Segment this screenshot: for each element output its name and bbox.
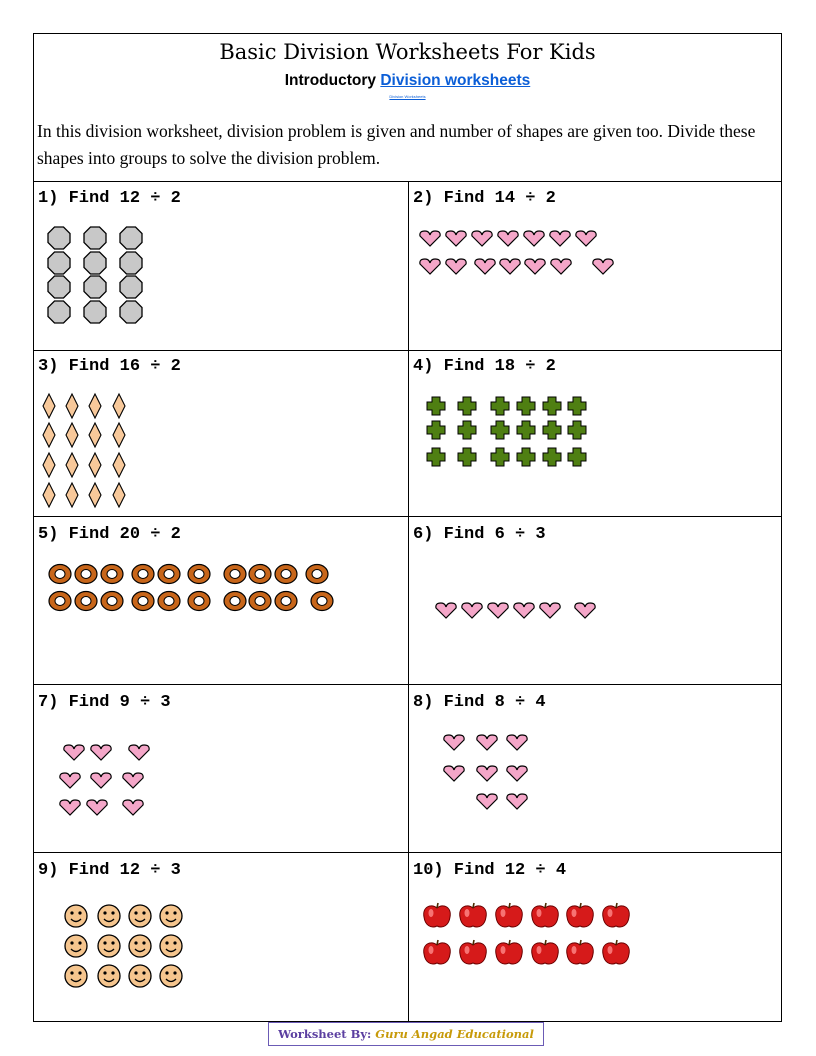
problem-cell-3 [34, 349, 409, 517]
problem-label: 3) Find 16 ÷ 2 [38, 357, 181, 376]
shape-group-apples [409, 853, 781, 1021]
heart-shape [477, 735, 497, 750]
diamond-shape [66, 483, 78, 507]
diamond-shape [89, 453, 101, 477]
cross-shape [458, 397, 476, 415]
apple-shape [496, 903, 523, 927]
heart-shape [498, 231, 518, 246]
smiley-face-shape [129, 905, 151, 927]
heart-shape [444, 766, 464, 781]
shape-group-rings [34, 517, 409, 685]
heart-shape [87, 800, 107, 815]
heart-shape [60, 800, 80, 815]
problem-cell-7 [34, 685, 409, 853]
heart-shape [420, 231, 440, 246]
cross-shape [543, 397, 561, 415]
smiley-face-shape [160, 965, 182, 987]
diamond-shape [113, 453, 125, 477]
octagon-shape [84, 276, 106, 298]
ring-shape [275, 592, 297, 611]
apple-shape [532, 903, 559, 927]
diamond-shape [89, 423, 101, 447]
octagon-shape [120, 227, 142, 249]
problem-label: 8) Find 8 ÷ 4 [413, 693, 546, 712]
octagon-shape [120, 252, 142, 274]
octagon-shape [48, 227, 70, 249]
ring-shape [249, 592, 271, 611]
cross-shape [427, 448, 445, 466]
heart-shape [507, 766, 527, 781]
heart-shape [488, 603, 508, 618]
cross-shape [568, 448, 586, 466]
ring-shape [49, 592, 71, 611]
cross-shape [568, 421, 586, 439]
smiley-face-shape [98, 965, 120, 987]
problem-cell-8 [409, 685, 781, 853]
ring-shape [249, 565, 271, 584]
subtitle [34, 72, 781, 90]
shape-group-smileys [34, 853, 409, 1021]
tiny-link-row [34, 94, 781, 99]
shape-group-hearts [409, 181, 781, 351]
smiley-face-shape [65, 905, 87, 927]
subtitle-prefix: Introductory [284, 72, 377, 89]
smiley-face-shape [98, 905, 120, 927]
worksheet-credit [268, 1022, 544, 1046]
heart-shape [91, 773, 111, 788]
smiley-face-shape [129, 965, 151, 987]
ring-shape [75, 565, 97, 584]
heart-shape [550, 231, 570, 246]
octagon-shape [120, 301, 142, 323]
cross-shape [491, 448, 509, 466]
instructions: In this division worksheet, division problem is given and number of shapes are given too. Divide these shapes into groups to solve the division problem. [37, 121, 756, 168]
division-worksheets-tiny-link[interactable]: Division Worksheets [389, 94, 426, 99]
heart-shape [524, 231, 544, 246]
heart-shape [420, 259, 440, 274]
apple-shape [424, 940, 451, 964]
ring-shape [311, 592, 333, 611]
octagon-shape [84, 227, 106, 249]
octagon-shape [48, 301, 70, 323]
page-title: Basic Division Worksheets For Kids [219, 40, 596, 64]
apple-shape [603, 903, 630, 927]
heart-shape [477, 766, 497, 781]
diamond-shape [113, 423, 125, 447]
cross-shape [427, 421, 445, 439]
heart-shape [446, 259, 466, 274]
smiley-face-shape [65, 935, 87, 957]
cross-shape [458, 421, 476, 439]
ring-shape [101, 565, 123, 584]
heart-shape [64, 745, 84, 760]
octagon-shape [84, 301, 106, 323]
ring-shape [306, 565, 328, 584]
problem-label: 10) Find 12 ÷ 4 [413, 861, 567, 880]
ring-shape [49, 565, 71, 584]
diamond-shape [113, 483, 125, 507]
smiley-face-shape [160, 935, 182, 957]
shape-group-octagons [34, 181, 409, 351]
problem-label: 2) Find 14 ÷ 2 [413, 189, 556, 208]
ring-shape [188, 565, 210, 584]
diamond-shape [43, 423, 55, 447]
problem-cell-6 [409, 517, 781, 685]
shape-group-diamonds [34, 349, 409, 517]
smiley-face-shape [129, 935, 151, 957]
worksheet-header [34, 34, 781, 182]
heart-shape [123, 800, 143, 815]
apple-shape [567, 903, 594, 927]
shape-group-hearts [34, 685, 409, 853]
heart-shape [575, 603, 595, 618]
problem-cell-9 [34, 853, 409, 1021]
worksheet [33, 33, 782, 1022]
shape-group-hearts [409, 517, 781, 685]
problem-label: 5) Find 20 ÷ 2 [38, 525, 181, 544]
cross-shape [568, 397, 586, 415]
heart-shape [129, 745, 149, 760]
problem-cell-1 [34, 181, 409, 351]
problem-cell-4 [409, 349, 781, 517]
heart-shape [477, 794, 497, 809]
cross-shape [543, 448, 561, 466]
heart-shape [444, 735, 464, 750]
apple-shape [567, 940, 594, 964]
cross-shape [491, 397, 509, 415]
apple-shape [460, 903, 487, 927]
ring-shape [132, 565, 154, 584]
heart-shape [475, 259, 495, 274]
heart-shape [507, 735, 527, 750]
cross-shape [543, 421, 561, 439]
problem-label: 1) Find 12 ÷ 2 [38, 189, 181, 208]
cross-shape [491, 421, 509, 439]
shape-group-hearts [409, 685, 781, 853]
ring-shape [158, 565, 180, 584]
apple-shape [532, 940, 559, 964]
ring-shape [132, 592, 154, 611]
problem-label: 6) Find 6 ÷ 3 [413, 525, 546, 544]
cross-shape [517, 448, 535, 466]
heart-shape [436, 603, 456, 618]
apple-shape [424, 903, 451, 927]
apple-shape [603, 940, 630, 964]
problem-label: 9) Find 12 ÷ 3 [38, 861, 181, 880]
problem-cell-5 [34, 517, 409, 685]
heart-shape [507, 794, 527, 809]
diamond-shape [66, 394, 78, 418]
heart-shape [472, 231, 492, 246]
problem-cell-10 [409, 853, 781, 1021]
smiley-face-shape [65, 965, 87, 987]
heart-shape [551, 259, 571, 274]
heart-shape [60, 773, 80, 788]
apple-shape [496, 940, 523, 964]
credit-prefix: Worksheet By: [278, 1027, 372, 1041]
heart-shape [500, 259, 520, 274]
diamond-shape [66, 453, 78, 477]
heart-shape [540, 603, 560, 618]
diamond-shape [113, 394, 125, 418]
problem-label: 4) Find 18 ÷ 2 [413, 357, 556, 376]
ring-shape [224, 592, 246, 611]
ring-shape [158, 592, 180, 611]
cross-shape [458, 448, 476, 466]
heart-shape [525, 259, 545, 274]
ring-shape [188, 592, 210, 611]
apple-shape [460, 940, 487, 964]
problem-cell-2 [409, 181, 781, 351]
diamond-shape [66, 423, 78, 447]
credit-org: Guru Angad Educational [375, 1027, 534, 1041]
smiley-face-shape [98, 935, 120, 957]
heart-shape [91, 745, 111, 760]
cross-shape [517, 397, 535, 415]
diamond-shape [89, 483, 101, 507]
octagon-shape [84, 252, 106, 274]
heart-shape [593, 259, 613, 274]
heart-shape [123, 773, 143, 788]
ring-shape [75, 592, 97, 611]
diamond-shape [89, 394, 101, 418]
diamond-shape [43, 394, 55, 418]
cross-shape [427, 397, 445, 415]
cross-shape [517, 421, 535, 439]
ring-shape [224, 565, 246, 584]
diamond-shape [43, 453, 55, 477]
problem-label: 7) Find 9 ÷ 3 [38, 693, 171, 712]
ring-shape [275, 565, 297, 584]
diamond-shape [43, 483, 55, 507]
heart-shape [446, 231, 466, 246]
heart-shape [462, 603, 482, 618]
ring-shape [101, 592, 123, 611]
smiley-face-shape [160, 905, 182, 927]
octagon-shape [120, 276, 142, 298]
division-worksheets-link[interactable]: Division worksheets [380, 72, 531, 89]
heart-shape [576, 231, 596, 246]
octagon-shape [48, 252, 70, 274]
heart-shape [514, 603, 534, 618]
shape-group-crosses [409, 349, 781, 517]
octagon-shape [48, 276, 70, 298]
